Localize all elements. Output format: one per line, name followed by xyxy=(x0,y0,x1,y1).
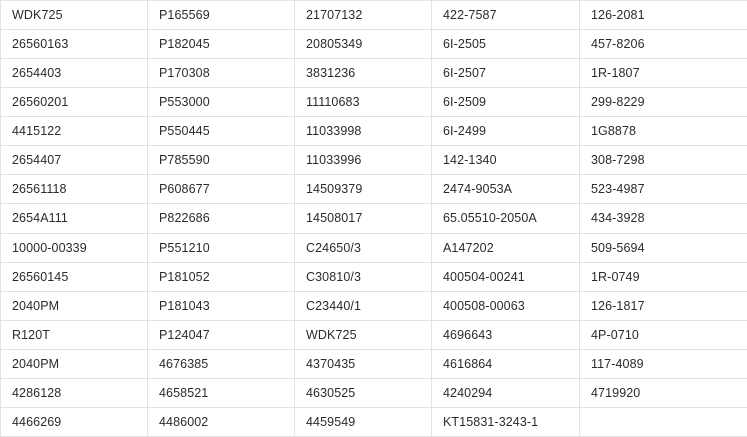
table-cell: C24650/3 xyxy=(295,233,432,262)
table-cell: 4459549 xyxy=(295,407,432,436)
table-cell: 422-7587 xyxy=(432,1,580,30)
table-cell: 4696643 xyxy=(432,320,580,349)
table-row xyxy=(1,88,747,117)
table-row xyxy=(1,1,747,30)
table-cell: 4415122 xyxy=(1,117,148,146)
table-cell: 117-4089 xyxy=(580,349,747,378)
table-cell: 2040PM xyxy=(1,291,148,320)
table-cell: 142-1340 xyxy=(432,146,580,175)
table-cell: 434-3928 xyxy=(580,204,747,233)
table-cell: 4616864 xyxy=(432,349,580,378)
table-cell: 4486002 xyxy=(148,407,295,436)
table-cell xyxy=(580,407,747,436)
table-cell: P553000 xyxy=(148,88,295,117)
table-cell: 65.05510-2050A xyxy=(432,204,580,233)
table-cell: 4630525 xyxy=(295,378,432,407)
table-cell: 14509379 xyxy=(295,175,432,204)
table-cell: 10000-00339 xyxy=(1,233,148,262)
table-cell: 2654407 xyxy=(1,146,148,175)
table-row xyxy=(1,262,747,291)
table-cell: 2040PM xyxy=(1,349,148,378)
table-cell: A147202 xyxy=(432,233,580,262)
table-row xyxy=(1,320,747,349)
table-cell: 1R-0749 xyxy=(580,262,747,291)
table-cell: C30810/3 xyxy=(295,262,432,291)
table-cell: 509-5694 xyxy=(580,233,747,262)
table-cell: 26560145 xyxy=(1,262,148,291)
table-row xyxy=(1,407,747,436)
table-cell: 6I-2499 xyxy=(432,117,580,146)
table-cell: P785590 xyxy=(148,146,295,175)
table-cell: KT15831-3243-1 xyxy=(432,407,580,436)
table-cell: P181052 xyxy=(148,262,295,291)
table-cell: 2654403 xyxy=(1,59,148,88)
table-cell: 400508-00063 xyxy=(432,291,580,320)
table-row xyxy=(1,378,747,407)
table-cell: 6I-2509 xyxy=(432,88,580,117)
table-cell: WDK725 xyxy=(1,1,148,30)
table-cell: 11110683 xyxy=(295,88,432,117)
table-cell: P551210 xyxy=(148,233,295,262)
table-cell: 21707132 xyxy=(295,1,432,30)
table-cell: 11033998 xyxy=(295,117,432,146)
table-cell: P165569 xyxy=(148,1,295,30)
table-cell: 6I-2507 xyxy=(432,59,580,88)
table-cell: 4676385 xyxy=(148,349,295,378)
table-cell: 11033996 xyxy=(295,146,432,175)
table-cell: 308-7298 xyxy=(580,146,747,175)
table-cell: R120T xyxy=(1,320,148,349)
table-cell: 26561118 xyxy=(1,175,148,204)
table-cell: 299-8229 xyxy=(580,88,747,117)
table-cell: 4658521 xyxy=(148,378,295,407)
table-row xyxy=(1,233,747,262)
table-cell: P124047 xyxy=(148,320,295,349)
table-cell: P608677 xyxy=(148,175,295,204)
table-cell: P170308 xyxy=(148,59,295,88)
table-cell: 4240294 xyxy=(432,378,580,407)
table-cell: 14508017 xyxy=(295,204,432,233)
table-cell: 4719920 xyxy=(580,378,747,407)
table-row xyxy=(1,59,747,88)
table-cell: P550445 xyxy=(148,117,295,146)
table-cell: 400504-00241 xyxy=(432,262,580,291)
table-cell: 523-4987 xyxy=(580,175,747,204)
table-cell: C23440/1 xyxy=(295,291,432,320)
table-row xyxy=(1,117,747,146)
table-row xyxy=(1,30,747,59)
table-cell: 4466269 xyxy=(1,407,148,436)
table-cell: P181043 xyxy=(148,291,295,320)
table-cell: 457-8206 xyxy=(580,30,747,59)
table-cell: 26560163 xyxy=(1,30,148,59)
table-cell: 26560201 xyxy=(1,88,148,117)
table-cell: 4P-0710 xyxy=(580,320,747,349)
table-cell: 2654A111 xyxy=(1,204,148,233)
table-row xyxy=(1,204,747,233)
table-cell: 6I-2505 xyxy=(432,30,580,59)
table-row xyxy=(1,349,747,378)
table-body xyxy=(1,1,747,437)
table-cell: 1G8878 xyxy=(580,117,747,146)
table-cell: 4286128 xyxy=(1,378,148,407)
table-cell: 4370435 xyxy=(295,349,432,378)
table-cell: WDK725 xyxy=(295,320,432,349)
table-row xyxy=(1,146,747,175)
table-cell: 3831236 xyxy=(295,59,432,88)
table-row xyxy=(1,291,747,320)
table-cell: P182045 xyxy=(148,30,295,59)
table-cell: 126-1817 xyxy=(580,291,747,320)
table-cell: 20805349 xyxy=(295,30,432,59)
table-row xyxy=(1,175,747,204)
table-cell: 2474-9053A xyxy=(432,175,580,204)
table-cell: 126-2081 xyxy=(580,1,747,30)
table-cell: 1R-1807 xyxy=(580,59,747,88)
table-cell: P822686 xyxy=(148,204,295,233)
